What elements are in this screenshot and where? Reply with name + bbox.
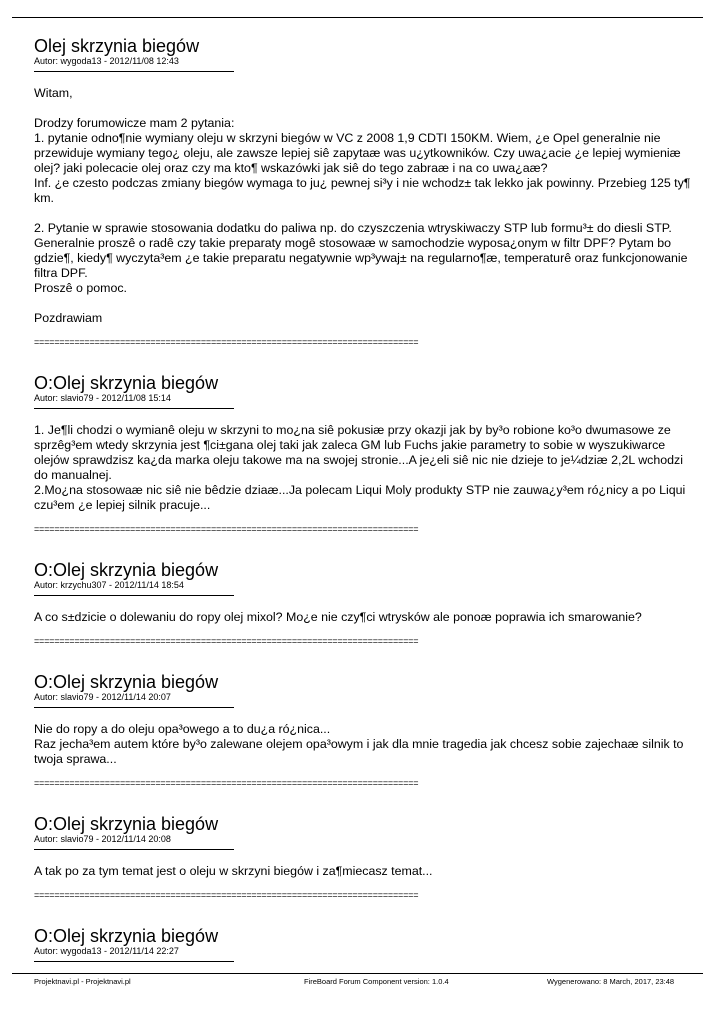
post-body xyxy=(34,722,699,767)
post-list xyxy=(34,37,699,962)
post-separator: ============================================================================ xyxy=(34,337,419,347)
post-author-meta: Autor: wygoda13 - 2012/11/14 22:27 xyxy=(34,946,179,956)
post-title: O:Olej skrzynia biegów xyxy=(34,672,219,692)
post-separator: ============================================================================ xyxy=(34,524,419,534)
post-author-meta: Autor: slavio79 - 2012/11/14 20:07 xyxy=(34,692,171,702)
post-separator: ============================================================================ xyxy=(34,778,419,788)
meta-underline xyxy=(34,408,234,409)
forum-post xyxy=(34,815,699,900)
post-author-meta: Autor: krzychu307 - 2012/11/14 18:54 xyxy=(34,580,184,590)
post-paragraph: 1. Je¶li chodzi o wymianê oleju w skrzyni to mo¿na siê pokusiæ przy okazji jak by by³o robione ko³o dwumasowe ze sprzêg³em wtedy skrzynia jest ¶ci±gana olej taki jak zaleca GM lub Fuchs jakie parametry to sobie w wyszukiwarce olejów sprawdzisz ka¿da marka oleju takowe ma na swojej stronie...A je¿eli siê nic nie dzieje to je¼dziæ 2,2L wchodzi do manualnej. xyxy=(34,423,683,482)
post-body xyxy=(34,423,699,513)
footer-site: Projektnavi.pl - Projektnavi.pl xyxy=(34,977,131,986)
post-author-meta: Autor: slavio79 - 2012/11/08 15:14 xyxy=(34,393,171,403)
post-title: O:Olej skrzynia biegów xyxy=(34,814,219,834)
forum-post xyxy=(34,927,699,962)
footer-generated: Wygenerowano: 8 March, 2017, 23:48 xyxy=(547,977,675,986)
top-rule xyxy=(12,17,703,18)
post-author-meta: Autor: wygoda13 - 2012/11/08 12:43 xyxy=(34,56,179,66)
post-paragraph: Witam, xyxy=(34,86,73,100)
post-title: O:Olej skrzynia biegów xyxy=(34,560,219,580)
post-paragraph: 2.Mo¿na stosowaæ nic siê nie bêdzie dziaæ...Ja polecam Liqui Moly produkty STP nie zauwa¿y³em ró¿nicy a po Liqui czu³em ¿e lepiej silnik pracuje... xyxy=(34,483,686,512)
forum-post xyxy=(34,374,699,534)
post-paragraph: Inf. ¿e czesto podczas zmiany biegów wymaga to ju¿ pewnej si³y i nie wchodz± tak lekko jak powinny. Przebieg 125 ty¶ km. xyxy=(34,176,691,205)
post-separator: ============================================================================ xyxy=(34,636,419,646)
post-title: O:Olej skrzynia biegów xyxy=(34,373,219,393)
paragraph-gap xyxy=(34,101,699,116)
post-body xyxy=(34,610,699,625)
post-author-meta: Autor: slavio79 - 2012/11/14 20:08 xyxy=(34,834,171,844)
footer-rule xyxy=(12,973,703,974)
paragraph-gap xyxy=(34,206,699,221)
meta-underline xyxy=(34,71,234,72)
meta-underline xyxy=(34,707,234,708)
post-paragraph: Proszê o pomoc. xyxy=(34,281,127,295)
post-paragraph: 1. pytanie odno¶nie wymiany oleju w skrzyni biegów w VC z 2008 1,9 CDTI 150KM. Wiem, ¿e Opel generalnie nie przewiduje wymiany tego¿ oleju, ale zawsze lepiej siê zapytaæ was u¿ytkowników. Czy uwa¿acie ¿e lepiej wymieniæ olej? jaki polecacie olej oraz czy ma kto¶ wskazówki jak siê do tego zabraæ i na co uwa¿aæ? xyxy=(34,131,681,175)
post-paragraph: A tak po za tym temat jest o oleju w skrzyni biegów i za¶miecasz temat... xyxy=(34,864,433,878)
post-separator: ============================================================================ xyxy=(34,890,419,900)
post-paragraph: Nie do ropy a do oleju opa³owego a to du¿a ró¿nica... xyxy=(34,722,331,736)
post-paragraph: Raz jecha³em autem które by³o zalewane olejem opa³owym i jak dla mnie tragedia jak chcesz sobie zajechaæ silnik to twoja sprawa... xyxy=(34,737,684,766)
post-paragraph: A co s±dzicie o dolewaniu do ropy olej mixol? Mo¿e nie czy¶ci wtrysków ale ponoæ poprawia ich smarowanie? xyxy=(34,610,642,624)
post-title: O:Olej skrzynia biegów xyxy=(34,926,219,946)
meta-underline xyxy=(34,849,234,850)
forum-post xyxy=(34,673,699,788)
meta-underline xyxy=(34,595,234,596)
paragraph-gap xyxy=(34,296,699,311)
forum-post xyxy=(34,561,699,646)
footer-component: FireBoard Forum Component version: 1.0.4 xyxy=(304,977,449,986)
post-paragraph: Drodzy forumowicze mam 2 pytania: xyxy=(34,116,235,130)
post-body xyxy=(34,864,699,879)
post-paragraph: Pozdrawiam xyxy=(34,311,103,325)
meta-underline xyxy=(34,961,234,962)
post-paragraph: 2. Pytanie w sprawie stosowania dodatku do paliwa np. do czyszczenia wtryskiwaczy STP lub formu³± do diesli STP. Generalnie proszê o radê czy takie preparaty mogê stosowaæ w samochodzie wyposa¿onym w filtr DPF? Pytam bo gdzie¶, kiedy¶ wyczyta³em ¿e takie preparatu negatywnie wp³ywaj± na regularno¶æ, temperaturê oraz funkcjonowanie filtra DPF. xyxy=(34,221,688,280)
forum-post xyxy=(34,37,699,347)
post-title: Olej skrzynia biegów xyxy=(34,36,200,56)
post-body xyxy=(34,86,699,326)
